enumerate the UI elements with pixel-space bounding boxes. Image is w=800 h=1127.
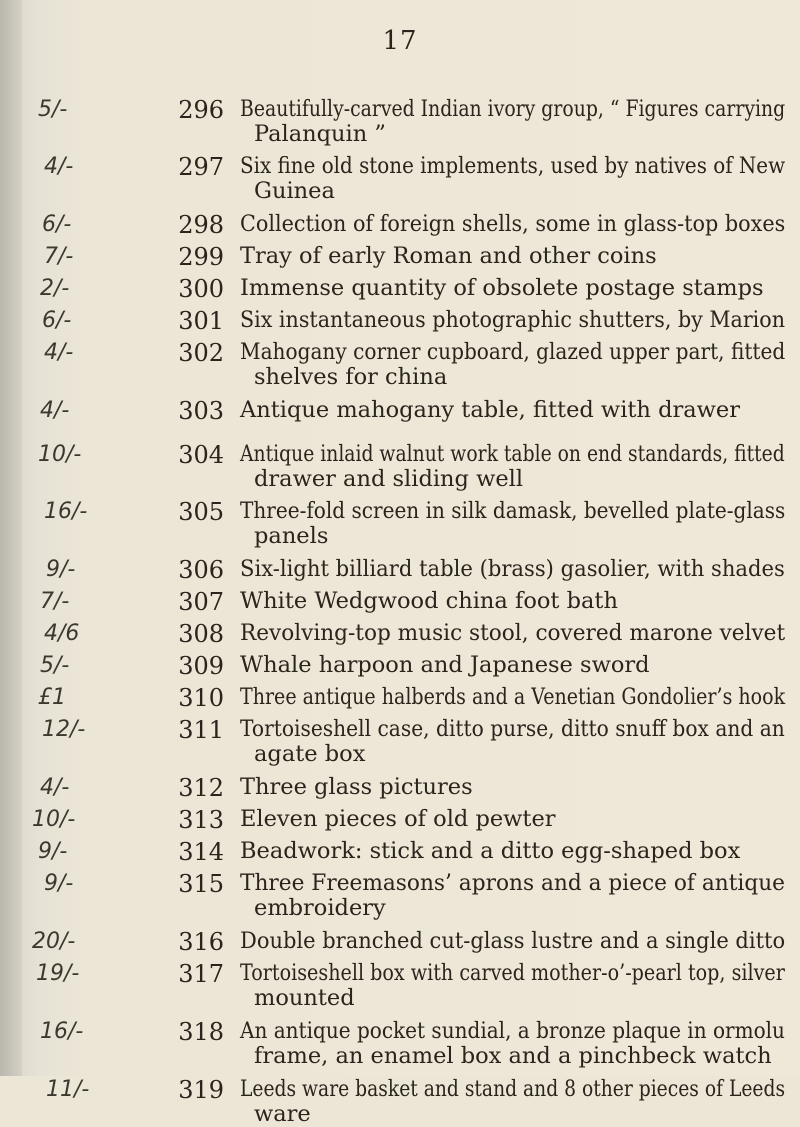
lot-number: 299	[178, 243, 224, 271]
lot-description-continuation: mounted	[254, 985, 355, 1011]
lot-description-line: Six fine old stone implements, used by natives of New	[240, 153, 786, 179]
handwritten-price-note: 9/-	[44, 871, 74, 896]
lot-number: 303	[178, 397, 224, 425]
handwritten-price-note: 10/-	[32, 807, 76, 832]
handwritten-price-note: 16/-	[44, 499, 88, 524]
lot-number: 306	[178, 556, 224, 584]
lot-number: 302	[178, 339, 224, 367]
lot-description-line: Antique inlaid walnut work table on end standards, fitted	[240, 441, 785, 467]
lot-description-line: White Wedgwood china foot bath	[240, 588, 618, 614]
lot-description-line: Six instantaneous photographic shutters, by Marion	[240, 307, 785, 333]
handwritten-price-note: £1	[38, 685, 66, 710]
lot-description	[240, 97, 785, 147]
handwritten-price-note: 4/-	[44, 154, 74, 179]
lot-number: 319	[178, 1076, 224, 1104]
lot-number: 297	[178, 153, 224, 181]
lot-description	[240, 589, 785, 614]
lot-description	[240, 807, 785, 832]
lot-description-line: Immense quantity of obsolete postage stamps	[240, 275, 764, 301]
lot-number: 312	[178, 774, 224, 802]
handwritten-price-note: 7/-	[44, 244, 74, 269]
lot-number: 308	[178, 620, 224, 648]
lot-description	[240, 154, 785, 204]
handwritten-price-note: 9/-	[46, 557, 76, 582]
lot-description-continuation: shelves for china	[254, 364, 448, 390]
lot-description-continuation: Guinea	[254, 178, 335, 204]
lot-description-continuation: agate box	[254, 741, 366, 767]
handwritten-price-note: 16/-	[40, 1019, 84, 1044]
lot-number: 309	[178, 652, 224, 680]
lot-description-line: Revolving-top music stool, covered marone velvet	[240, 620, 786, 646]
lot-description	[240, 244, 785, 269]
handwritten-price-note: 7/-	[40, 589, 70, 614]
handwritten-price-note: 9/-	[38, 839, 68, 864]
lot-description-continuation: embroidery	[254, 895, 386, 921]
lot-description-line: Antique mahogany table, fitted with drawer	[240, 397, 740, 423]
handwritten-price-note: 12/-	[42, 717, 86, 742]
lot-description-line: Mahogany corner cupboard, glazed upper part, fitted	[240, 339, 786, 365]
lot-description	[240, 775, 785, 800]
lot-number: 300	[178, 275, 224, 303]
lot-description-line: Tray of early Roman and other coins	[240, 243, 657, 269]
lot-description-line: Double branched cut-glass lustre and a single ditto	[240, 928, 786, 954]
lot-description	[240, 499, 785, 549]
lot-number: 313	[178, 806, 224, 834]
lot-number: 318	[178, 1018, 224, 1046]
handwritten-price-note: 4/-	[40, 398, 70, 423]
handwritten-price-note: 20/-	[32, 929, 76, 954]
lot-description	[240, 871, 785, 921]
lot-number: 317	[178, 960, 224, 988]
lot-description-line: Six-light billiard table (brass) gasolier, with shades	[240, 556, 785, 582]
lot-description-continuation: drawer and sliding well	[254, 466, 524, 492]
lot-description	[240, 839, 785, 864]
lot-description	[240, 685, 785, 710]
lot-description	[240, 557, 785, 582]
lot-description	[240, 442, 785, 492]
lot-description	[240, 717, 785, 767]
handwritten-price-note: 19/-	[36, 961, 80, 986]
handwritten-price-note: 4/6	[44, 621, 80, 646]
lot-number: 315	[178, 870, 224, 898]
lot-number: 314	[178, 838, 224, 866]
lot-description	[240, 1019, 785, 1069]
lot-description-line: Tortoiseshell case, ditto purse, ditto snuff box and an	[240, 716, 785, 742]
lot-description-continuation: ware	[254, 1101, 311, 1127]
page-number: 17	[382, 26, 418, 56]
page-edge	[0, 0, 22, 1076]
lot-number: 305	[178, 498, 224, 526]
lot-description-continuation: frame, an enamel box and a pinchbeck watch	[254, 1043, 772, 1069]
lot-description	[240, 961, 785, 1011]
lot-number: 311	[178, 716, 224, 744]
lot-number: 307	[178, 588, 224, 616]
handwritten-price-note: 6/-	[42, 308, 72, 333]
lot-description	[240, 308, 785, 333]
lot-description-line: Leeds ware basket and stand and 8 other pieces of Leeds	[240, 1076, 786, 1102]
lot-number: 310	[178, 684, 224, 712]
lot-description	[240, 929, 785, 954]
handwritten-price-note: 5/-	[40, 653, 70, 678]
lot-description-line: Beautifully-carved Indian ivory group, “ Figures carrying	[240, 96, 786, 122]
lot-description-line: Collection of foreign shells, some in glass-top boxes	[240, 211, 786, 237]
lot-number: 296	[178, 96, 224, 124]
lot-description-line: Three Freemasons’ aprons and a piece of antique	[240, 870, 785, 896]
lot-description	[240, 398, 785, 423]
lot-number: 316	[178, 928, 224, 956]
handwritten-price-note: 10/-	[38, 442, 82, 467]
lot-description	[240, 212, 785, 237]
lot-description	[240, 653, 785, 678]
handwritten-price-note: 5/-	[38, 97, 68, 122]
lot-description	[240, 340, 785, 390]
lot-description-line: Whale harpoon and Japanese sword	[240, 652, 650, 678]
lot-description-line: Three antique halberds and a Venetian Gondolier’s hook	[240, 684, 786, 710]
lot-description-line: Eleven pieces of old pewter	[240, 806, 556, 832]
lot-description-line: Beadwork: stick and a ditto egg-shaped box	[240, 838, 741, 864]
handwritten-price-note: 6/-	[42, 212, 72, 237]
lot-description	[240, 1077, 785, 1127]
handwritten-price-note: 2/-	[40, 276, 70, 301]
lot-description-continuation: Palanquin ”	[254, 121, 386, 147]
handwritten-price-note: 4/-	[40, 775, 70, 800]
lot-description-continuation: panels	[254, 523, 329, 549]
handwritten-price-note: 4/-	[44, 340, 74, 365]
lot-description-line: An antique pocket sundial, a bronze plaque in ormolu	[240, 1018, 785, 1044]
handwritten-price-note: 11/-	[46, 1077, 90, 1102]
lot-number: 304	[178, 441, 224, 469]
lot-description-line: Tortoiseshell box with carved mother-o’-pearl top, silver	[240, 960, 785, 986]
lot-number: 301	[178, 307, 224, 335]
lot-number: 298	[178, 211, 224, 239]
lot-description	[240, 276, 785, 301]
lot-description-line: Three glass pictures	[240, 774, 473, 800]
lot-description	[240, 621, 785, 646]
lot-description-line: Three-fold screen in silk damask, bevelled plate-glass	[240, 498, 786, 524]
